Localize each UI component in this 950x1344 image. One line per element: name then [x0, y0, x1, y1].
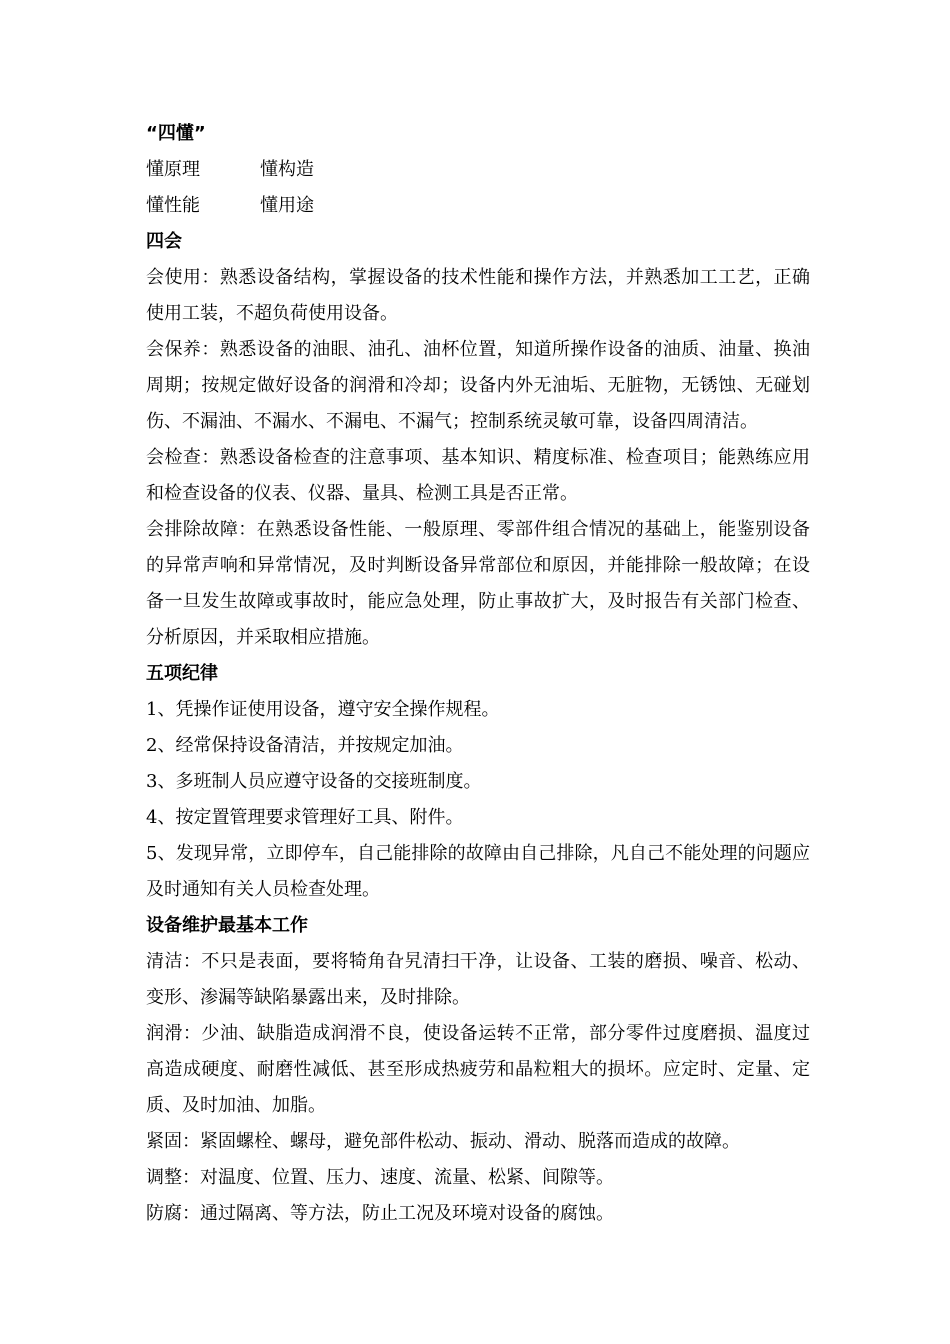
sidong-item: 懂性能 [146, 195, 200, 216]
sidong-item: 懂构造 [260, 159, 314, 180]
sidong-row-1 [146, 152, 810, 188]
section-heading-wuxiang: 五项纪律 [146, 663, 218, 684]
paragraph-fangfu: 防腐：通过隔离、等方法，防止工况及环境对设备的腐蚀。 [146, 1203, 614, 1224]
paragraph-qingjie: 清洁：不只是表面，要将犄角旮旯清扫干净，让设备、工装的磨损、噪音、松动、变形、渗漏等缺陷暴露出来，及时排除。 [146, 951, 810, 1008]
list-item-discipline-4: 4、按定置管理要求管理好工具、附件。 [146, 807, 464, 828]
paragraph-hui-baoyang: 会保养：熟悉设备的油眼、油孔、油杯位置，知道所操作设备的油质、油量、换油周期；按规定做好设备的润滑和冷却；设备内外无油垢、无脏物，无锈蚀、无碰划伤、不漏油、不漏水、不漏电、不漏气；控制系统灵敏可靠，设备四周清洁。 [146, 339, 810, 432]
section-heading-sihui: 四会 [146, 231, 182, 252]
list-item-discipline-1: 1、凭操作证使用设备，遵守安全操作规程。 [146, 699, 500, 720]
section-heading-sidong: “四懂” [146, 123, 206, 144]
sidong-item: 懂原理 [146, 159, 200, 180]
sidong-row-2 [146, 188, 810, 224]
sidong-item: 懂用途 [260, 195, 314, 216]
paragraph-hui-shiyong: 会使用：熟悉设备结构，掌握设备的技术性能和操作方法，并熟悉加工工艺，正确使用工装，不超负荷使用设备。 [146, 267, 810, 324]
list-item-discipline-2: 2、经常保持设备清洁，并按规定加油。 [146, 735, 464, 756]
list-item-discipline-3: 3、多班制人员应遵守设备的交接班制度。 [146, 771, 482, 792]
section-heading-weihu: 设备维护最基本工作 [146, 915, 308, 936]
paragraph-jingu: 紧固：紧固螺栓、螺母，避免部件松动、振动、滑动、脱落而造成的故障。 [146, 1131, 740, 1152]
paragraph-hui-jiancha: 会检查：熟悉设备检查的注意事项、基本知识、精度标准、检查项目；能熟练应用和检查设备的仪表、仪器、量具、检测工具是否正常。 [146, 447, 810, 504]
paragraph-hui-paichu: 会排除故障：在熟悉设备性能、一般原理、零部件组合情况的基础上，能鉴别设备的异常声响和异常情况，及时判断设备异常部位和原因，并能排除一般故障；在设备一旦发生故障或事故时，能应急处理，防止事故扩大，及时报告有关部门检查、分析原因，并采取相应措施。 [146, 519, 810, 648]
list-item-discipline-5: 5、发现异常，立即停车，自己能排除的故障由自己排除，凡自己不能处理的问题应及时通知有关人员检查处理。 [146, 843, 810, 900]
document-page [146, 116, 810, 1232]
paragraph-tiaozheng: 调整：对温度、位置、压力、速度、流量、松紧、间隙等。 [146, 1167, 614, 1188]
paragraph-runhua: 润滑：少油、缺脂造成润滑不良，使设备运转不正常，部分零件过度磨损、温度过高造成硬度、耐磨性减低、甚至形成热疲劳和晶粒粗大的损坏。应定时、定量、定质、及时加油、加脂。 [146, 1023, 810, 1116]
